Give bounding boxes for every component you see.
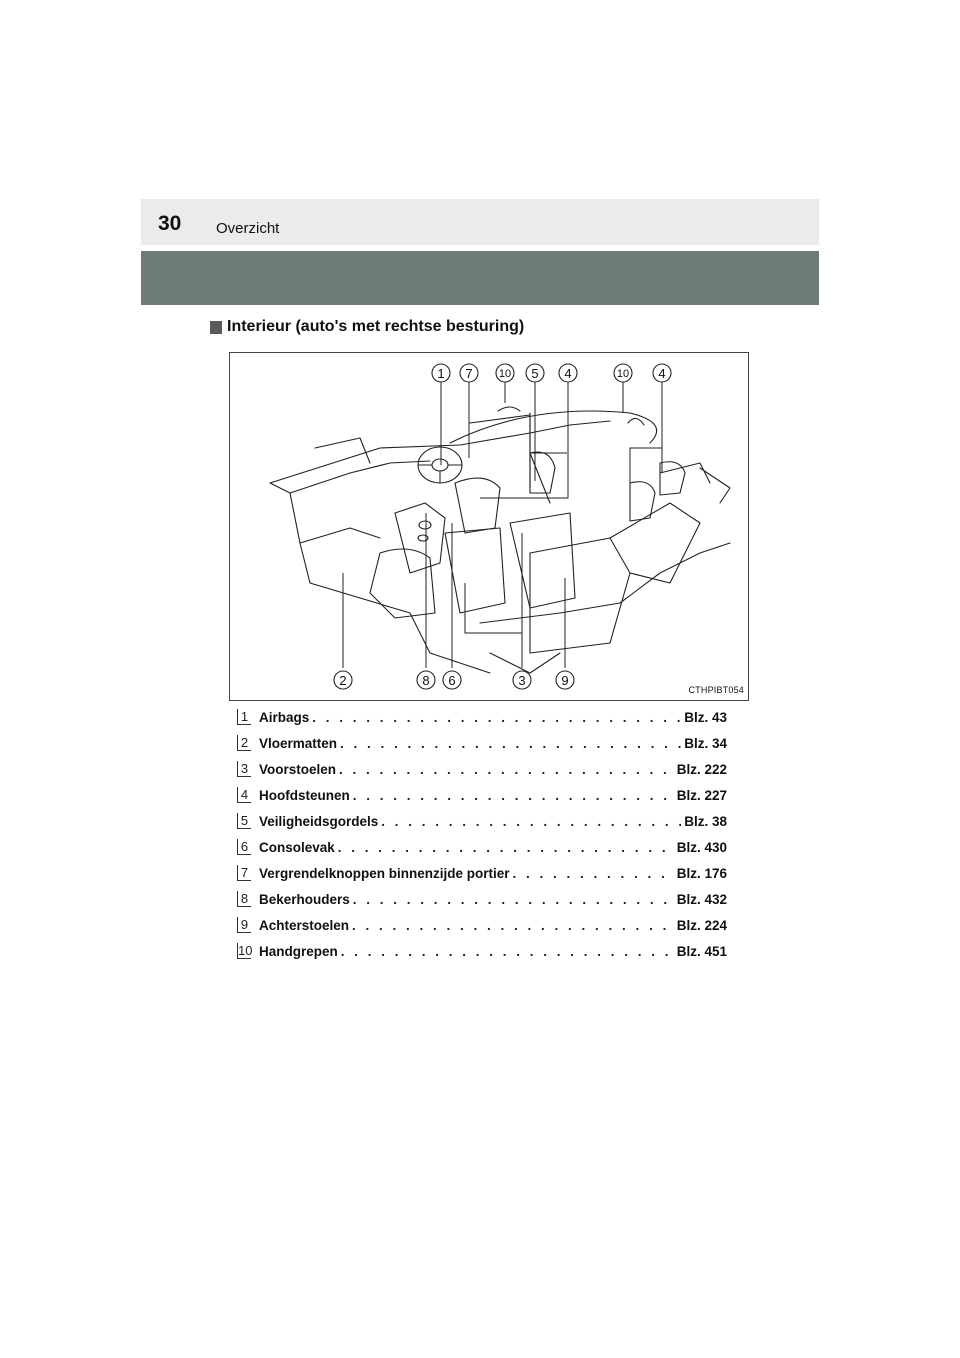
- list-item: [237, 938, 727, 964]
- svg-text:4: 4: [564, 366, 572, 381]
- page-reference[interactable]: Blz. 222: [676, 761, 727, 777]
- item-label: Airbags: [259, 709, 310, 725]
- item-number: 6: [237, 839, 251, 855]
- page-reference[interactable]: Blz. 227: [676, 787, 727, 803]
- item-list: [237, 704, 727, 964]
- callout-3: [513, 671, 531, 689]
- svg-text:3: 3: [518, 673, 526, 688]
- item-label: Vergrendelknoppen binnenzijde portier: [259, 865, 510, 881]
- square-bullet-icon: [210, 321, 222, 334]
- page-reference[interactable]: Blz. 38: [684, 813, 727, 829]
- dot-leader: [338, 840, 674, 855]
- callout-10b: [614, 364, 632, 382]
- interior-figure: [229, 352, 749, 701]
- callout-2: [334, 671, 352, 689]
- page-number: 30: [158, 212, 182, 235]
- svg-text:7: 7: [465, 366, 473, 381]
- svg-text:5: 5: [531, 366, 539, 381]
- item-number: 10: [238, 943, 253, 958]
- dot-leader: [312, 710, 681, 725]
- callout-4: [559, 364, 577, 382]
- item-number: 4: [237, 787, 251, 803]
- page-reference[interactable]: Blz. 430: [676, 839, 727, 855]
- chapter-band: [141, 251, 819, 305]
- list-item: [237, 782, 727, 808]
- svg-text:10: 10: [616, 368, 630, 380]
- item-number: 7: [237, 865, 251, 881]
- callout-6: [443, 671, 461, 689]
- section-title: Overzicht: [216, 220, 280, 237]
- page-reference[interactable]: Blz. 224: [676, 917, 727, 933]
- item-label: Veiligheidsgordels: [259, 813, 379, 829]
- item-label: Bekerhouders: [259, 891, 350, 907]
- list-item: [237, 860, 727, 886]
- dot-leader: [352, 918, 674, 933]
- svg-text:9: 9: [561, 673, 569, 688]
- item-number: 5: [237, 813, 251, 829]
- callout-9: [556, 671, 574, 689]
- dot-leader: [341, 944, 674, 959]
- dot-leader: [353, 788, 674, 803]
- svg-text:2: 2: [339, 673, 347, 688]
- item-label: Hoofdsteunen: [259, 787, 350, 803]
- item-label: Handgrepen: [259, 943, 338, 959]
- svg-text:1: 1: [437, 366, 445, 381]
- callout-4b: [653, 364, 671, 382]
- item-number: 8: [237, 891, 251, 907]
- callout-1: [432, 364, 450, 382]
- figure-code: CTHPIBT054: [688, 685, 744, 695]
- sub-heading: [210, 318, 524, 336]
- callout-5: [526, 364, 544, 382]
- dot-leader: [339, 762, 674, 777]
- item-number: 2: [237, 735, 251, 751]
- list-item: [237, 808, 727, 834]
- list-item: [237, 834, 727, 860]
- item-label: Vloermatten: [259, 735, 338, 751]
- page-reference[interactable]: Blz. 451: [676, 943, 727, 959]
- item-number: 1: [237, 709, 251, 725]
- page-reference[interactable]: Blz. 432: [676, 891, 727, 907]
- list-item: [237, 730, 727, 756]
- svg-text:8: 8: [422, 673, 430, 688]
- item-label: Consolevak: [259, 839, 335, 855]
- svg-text:4: 4: [658, 366, 666, 381]
- page-reference[interactable]: Blz. 43: [684, 709, 727, 725]
- dot-leader: [353, 892, 674, 907]
- list-item: [237, 886, 727, 912]
- dot-leader: [340, 736, 681, 751]
- dot-leader: [381, 814, 681, 829]
- sub-heading-text: Interieur (auto's met rechtse besturing): [227, 318, 525, 335]
- callout-8: [417, 671, 435, 689]
- item-label: Voorstoelen: [259, 761, 337, 777]
- dot-leader: [513, 866, 674, 881]
- list-item: [237, 756, 727, 782]
- list-item: [237, 912, 727, 938]
- list-item: [237, 704, 727, 730]
- callout-10: [496, 364, 514, 382]
- page-reference[interactable]: Blz. 34: [684, 735, 727, 751]
- page-reference[interactable]: Blz. 176: [676, 865, 727, 881]
- item-label: Achterstoelen: [259, 917, 350, 933]
- item-number: 9: [237, 917, 251, 933]
- svg-text:6: 6: [448, 673, 456, 688]
- item-number: 3: [237, 761, 251, 777]
- svg-text:10: 10: [498, 368, 512, 380]
- callout-7: [460, 364, 478, 382]
- car-interior-illustration: [230, 353, 750, 702]
